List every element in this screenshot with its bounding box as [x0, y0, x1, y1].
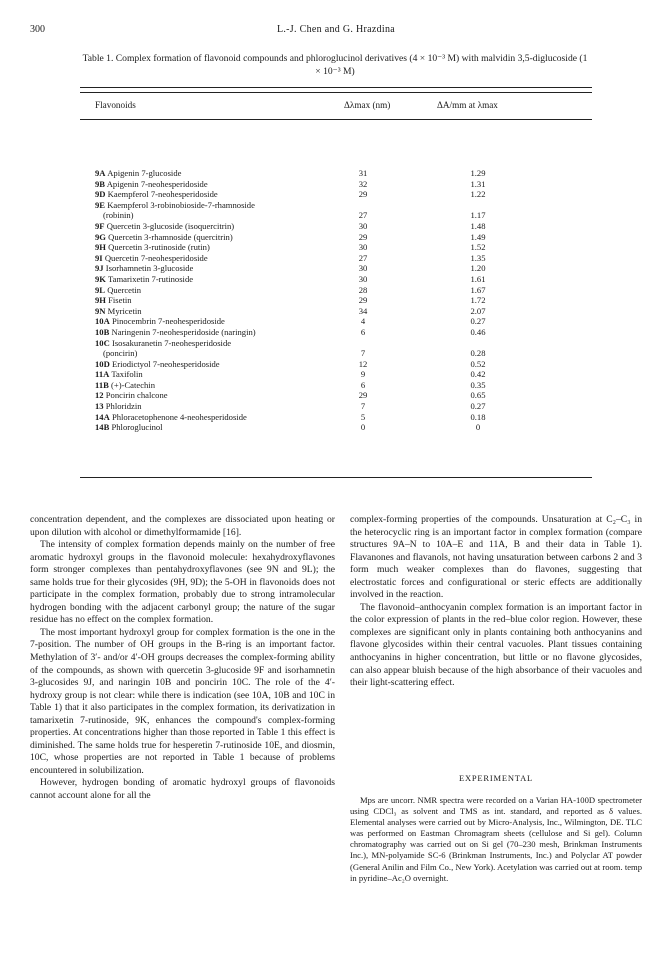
delta-lambda-value: 31	[358, 168, 368, 178]
compound-id: 9L	[95, 284, 106, 295]
compound-id: 10D	[95, 358, 110, 369]
compound-id: 9B	[95, 178, 106, 189]
delta-lambda-value: 34	[358, 305, 368, 316]
table-row	[95, 338, 592, 349]
table-header-rule	[80, 119, 592, 120]
compound-name	[95, 316, 225, 327]
delta-lambda-value: 12	[358, 358, 368, 369]
delta-absorbance-value: 1.29	[470, 168, 486, 178]
delta-lambda-value: 6	[360, 326, 366, 337]
compound-name	[95, 274, 193, 285]
compound-id: 9D	[95, 189, 106, 200]
table-row	[95, 189, 592, 200]
compound-label: Quercetin 7-neohesperidoside	[104, 252, 208, 263]
delta-absorbance-value: 0.28	[470, 348, 486, 359]
delta-absorbance-value: 1.17	[470, 210, 486, 221]
table-row	[95, 242, 592, 253]
table-row	[95, 168, 592, 179]
compound-id: 10C	[95, 337, 110, 348]
compound-label: Kaempferol 7-neohesperidoside	[107, 189, 218, 200]
experimental-section	[350, 795, 642, 884]
section-heading-experimental: EXPERIMENTAL	[458, 773, 534, 783]
compound-label: Taxifolin	[111, 369, 143, 380]
delta-absorbance-value: 0.18	[470, 411, 486, 422]
delta-absorbance-value: 1.31	[470, 178, 486, 189]
delta-absorbance-value: 0.27	[470, 401, 486, 412]
table-row	[95, 295, 592, 306]
column-header-delta-lambda: Δλmax (nm)	[344, 100, 391, 110]
delta-lambda-value: 4	[360, 316, 366, 327]
compound-label: Apigenin 7-neohesperidoside	[106, 178, 208, 189]
delta-lambda-value: 6	[360, 379, 366, 390]
compound-name	[95, 232, 233, 243]
compound-id: 11B	[95, 379, 109, 390]
compound-label: Poncirin chalcone	[105, 390, 168, 401]
compound-label: Quercetin 3-rutinoside (rutin)	[108, 242, 210, 253]
table-row	[95, 380, 592, 391]
delta-absorbance-value: 1.52	[470, 242, 486, 253]
delta-lambda-value: 7	[360, 401, 366, 412]
compound-id: 12	[95, 390, 104, 401]
compound-name	[103, 348, 137, 359]
left-column	[30, 514, 335, 803]
delta-lambda-value: 29	[358, 189, 368, 200]
paragraph: Mps are uncorr. NMR spectra were recorded on a Varian HA-100D spectrometer using CDCl₃ as solvent and TMS as int. standard, and reported as δ values. Elemental analyses were carried out by Micro-Analysis, Inc., Wilmington, DE. TLC was performed on Eastman Chromagram sheets (cellulose and Si gel). Column chromatography was carried out on Si gel (70–230 mesh, Brinkman Instruments Inc.), MN-polyamide SC-6 (Brinkman Instruments, Inc.) and Polyclar AT powder (General Anilin and Film Co., New York). Acetylation was carried out at room. temp in pyridine–Ac₂O overnight.	[350, 795, 642, 883]
compound-name	[95, 390, 168, 401]
compound-id: 9A	[95, 168, 106, 178]
paragraph: complex-forming properties of the compounds. Unsaturation at C₂–C₃ in the heterocyclic ring is an important factor in complex formation (compare structures 9A–N to 10A–E and 11A, B and their data in Table 1). Flavanones and flavanols, not having unsaturation between carbons 2 and 3 form much weaker complexes than do flavones, suggesting that electrostatic forces and configurational or steric effects are additionally involved in the reaction.	[350, 514, 642, 601]
compound-label: (poncirin)	[103, 348, 138, 359]
compound-name	[95, 179, 208, 190]
delta-absorbance-value: 0.42	[470, 369, 486, 380]
compound-name	[95, 285, 141, 296]
table-row	[95, 369, 592, 380]
paragraph: The intensity of complex formation depends mainly on the number of free aromatic hydroxyl groups in the flavonoid molecule: hexahydroxyflavones form stronger complexes than pentahydroxyflavones (see 9N and 9L); the same holds true for their glycosides (9H, 9D); the 5-OH in flavonoids does not participate in the complex formation, probably due to strong intramolecular hydrogen bonding with the adjacent carbonyl group; the nature of the sugar residue has no effect on the complex formation.	[30, 539, 335, 626]
delta-absorbance-value: 0.35	[470, 379, 486, 390]
compound-id: 10A	[95, 316, 110, 327]
table-row	[95, 401, 592, 412]
right-column	[350, 514, 642, 690]
compound-name	[95, 200, 255, 211]
delta-absorbance-value: 1.49	[470, 231, 486, 242]
delta-lambda-value: 29	[358, 390, 368, 401]
table-row	[95, 253, 592, 264]
delta-lambda-value: 29	[358, 295, 368, 306]
table-row	[95, 263, 592, 274]
compound-label: (robinin)	[103, 210, 134, 221]
delta-lambda-value: 30	[358, 220, 368, 231]
paragraph: However, hydrogen bonding of aromatic hydroxyl groups of flavonoids cannot account alone for all the	[30, 777, 335, 802]
table-row	[95, 327, 592, 338]
table-row	[95, 200, 592, 211]
compound-id: 9F	[95, 220, 105, 231]
paragraph: The flavonoid–anthocyanin complex formation is an important factor in the color expression of plants in the red–blue color region. However, these complexes are significant only in plants containing both anthocyanins and flavone glycosides within their central vacuoles. Plant tissues containing anthocyanins in higher concentration, but little or no flavone glycosides, can also appear bluish because of the high absorbance of their vacuoles and their light-scattering effect.	[350, 601, 642, 689]
compound-name	[95, 401, 142, 412]
delta-absorbance-value: 0.27	[470, 316, 486, 327]
table-row	[95, 285, 592, 296]
compound-name	[95, 295, 132, 306]
compound-label: Fisetin	[108, 295, 132, 306]
column-header-flavonoids: Flavonoids	[95, 100, 136, 110]
delta-lambda-value: 5	[360, 411, 366, 422]
compound-name	[95, 189, 218, 200]
delta-absorbance-value: 1.22	[470, 189, 486, 200]
compound-label: (+)-Catechin	[111, 379, 155, 390]
delta-lambda-value: 32	[358, 178, 368, 189]
delta-absorbance-value: 0.46	[470, 326, 486, 337]
compound-id: 13	[95, 401, 104, 412]
compound-name	[95, 412, 247, 423]
table-row	[95, 412, 592, 423]
delta-absorbance-value: 1.67	[470, 284, 486, 295]
delta-lambda-value: 27	[358, 210, 368, 221]
compound-name	[95, 242, 210, 253]
compound-name	[95, 338, 231, 349]
compound-name	[95, 422, 163, 433]
compound-id: 9N	[95, 305, 106, 316]
delta-lambda-value: 30	[358, 273, 368, 284]
compound-id: 9I	[95, 252, 103, 263]
table-row	[95, 232, 592, 243]
table-row	[95, 306, 592, 317]
compound-label: Phloroglucinol	[111, 422, 163, 433]
delta-lambda-value: 9	[360, 369, 366, 380]
table-row	[95, 359, 592, 370]
delta-absorbance-value: 1.35	[470, 252, 486, 263]
compound-name	[95, 327, 256, 338]
delta-lambda-value: 0	[360, 422, 366, 433]
table-caption: Table 1. Complex formation of flavonoid compounds and phloroglucinol derivatives (4 × 10⁻³ M) with malvidin 3,5-diglucoside (1 × 10⁻³ M)	[82, 53, 588, 77]
paragraph: The most important hydroxyl group for complex formation is the one in the 7-position. The number of OH groups in the B-ring is an important factor. Methylation of 3′- and/or 4′-OH groups decreases the complex-forming ability of the compounds, as shown with quercetin 3-glucoside 9F and isorhamnetin 3-glucosides 9J, and naringin 10B and poncirin 10C. The role of the 4′-hydroxy group is not clear: while there is indication (see 10A, 10B and 10C in Table 1) that it also participates in the complex formation, its derivatization in tamarixetin 7-rutinoside, 9K, enhances the compound's complex-forming properties. At concentrations higher than those reported in Table 1 this effect is diminished. The same holds true for hesperetin 7-rutinoside 10E, and diosmin, 10C, whose properties are not reported in Table 1 because of problems encountered in solubilization.	[30, 626, 335, 776]
compound-id: 9G	[95, 231, 106, 242]
compound-name	[95, 380, 155, 391]
delta-lambda-value: 29	[358, 231, 368, 242]
delta-absorbance-value: 2.07	[470, 305, 486, 316]
compound-label: Kaempferol 3-robinobioside-7-rhamnoside	[107, 199, 255, 210]
table-row	[95, 179, 592, 190]
compound-id: 14A	[95, 411, 110, 422]
table-top-rule	[80, 87, 592, 88]
compound-label: Tamarixetin 7-rutinoside	[107, 273, 194, 284]
table-row	[95, 348, 592, 359]
table-row	[95, 316, 592, 327]
compound-label: Naringenin 7-neohesperidoside (naringin)	[111, 326, 256, 337]
delta-absorbance-value: 0.52	[470, 358, 486, 369]
delta-absorbance-value: 1.48	[470, 220, 486, 231]
compound-name	[95, 369, 143, 380]
delta-absorbance-value: 0	[475, 422, 481, 433]
compound-name	[95, 168, 181, 179]
table-row	[95, 422, 592, 433]
compound-id: 14B	[95, 422, 110, 433]
compound-id: 11A	[95, 369, 110, 380]
compound-name	[95, 306, 142, 317]
table-row	[95, 210, 592, 221]
compound-label: Phloracetophenone 4-neohesperidoside	[111, 411, 247, 422]
compound-label: Eriodictyol 7-neohesperidoside	[111, 358, 220, 369]
compound-id: 9H	[95, 295, 106, 306]
delta-absorbance-value: 1.61	[470, 273, 486, 284]
table-body	[95, 168, 592, 433]
delta-lambda-value: 28	[358, 284, 368, 295]
table-bottom-rule	[80, 477, 592, 478]
compound-id: 9J	[95, 263, 104, 274]
page-number: 300	[30, 24, 45, 35]
delta-absorbance-value: 0.65	[470, 390, 486, 401]
compound-name	[95, 263, 193, 274]
delta-lambda-value: 7	[360, 348, 366, 359]
delta-absorbance-value: 1.72	[470, 295, 486, 306]
compound-label: Isosakuranetin 7-neohesperidoside	[111, 337, 232, 348]
table-top-rule-inner	[80, 92, 592, 93]
compound-name	[95, 253, 208, 264]
compound-name	[95, 359, 220, 370]
compound-id: 9K	[95, 273, 106, 284]
delta-lambda-value: 30	[358, 263, 368, 274]
delta-lambda-value: 27	[358, 252, 368, 263]
delta-lambda-value: 30	[358, 242, 368, 253]
compound-id: 9E	[95, 199, 106, 210]
compound-label: Quercetin 3-glucoside (isoquercitrin)	[106, 220, 235, 231]
compound-name	[103, 210, 134, 221]
paragraph: concentration dependent, and the complexes are dissociated upon heating or upon dilution with alcohol or dimethylformamide [16].	[30, 514, 335, 538]
compound-label: Pinocembrin 7-neohesperidoside	[111, 316, 225, 327]
column-header-delta-absorbance: ΔA/mm at λmax	[437, 100, 498, 110]
compound-id: 10B	[95, 326, 110, 337]
compound-label: Quercetin	[107, 284, 142, 295]
table-row	[95, 390, 592, 401]
running-head: L.-J. Chen and G. Hrazdina	[276, 24, 396, 35]
compound-label: Myricetin	[107, 305, 142, 316]
table-row	[95, 274, 592, 285]
compound-id: 9H	[95, 242, 106, 253]
table-row	[95, 221, 592, 232]
compound-label: Quercetin 3-rhamnoside (quercitrin)	[108, 231, 233, 242]
delta-absorbance-value: 1.20	[470, 263, 486, 274]
compound-label: Apigenin 7-glucoside	[107, 168, 182, 178]
compound-label: Isorhamnetin 3-glucoside	[105, 263, 194, 274]
compound-name	[95, 221, 234, 232]
compound-label: Phloridzin	[105, 401, 142, 412]
